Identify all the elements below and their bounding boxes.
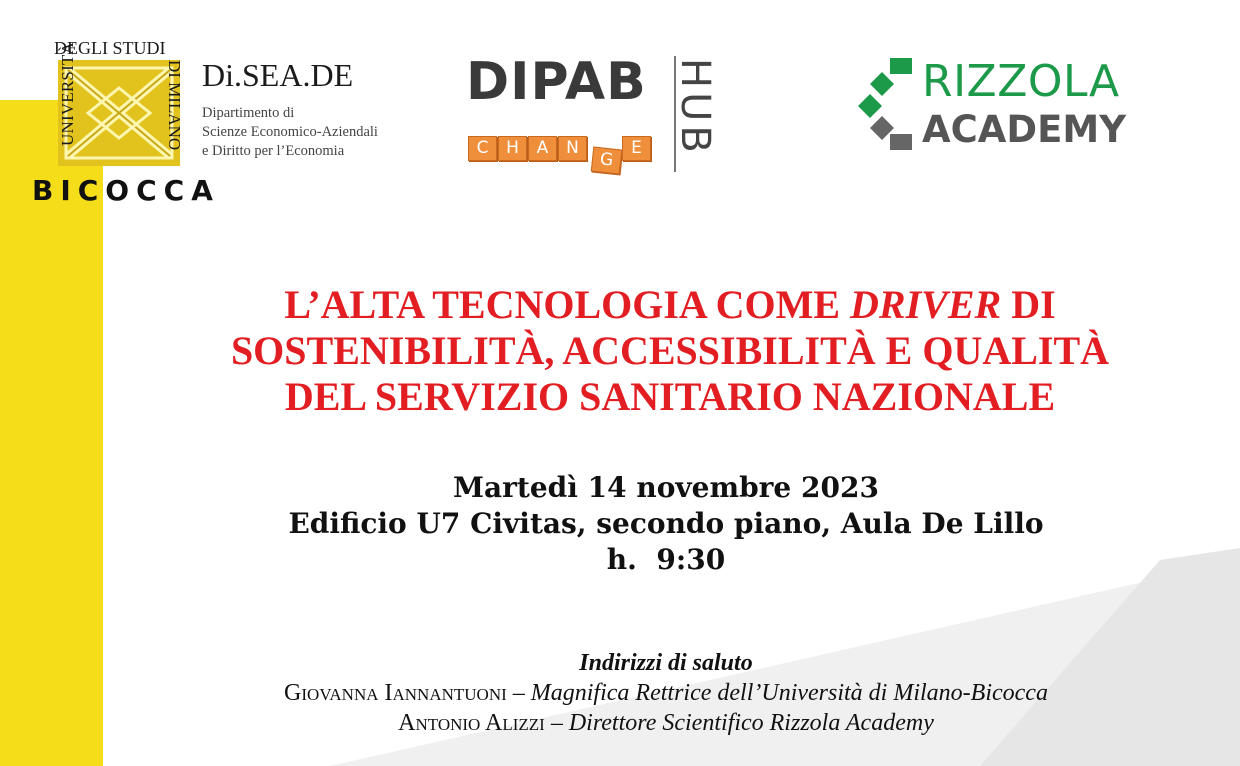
disea-name: Di.SEA.DE [202,57,354,93]
change-tile-n: N [558,136,587,161]
event-details [120,470,1212,578]
speaker-row: Antonio Alizzi – Direttore Scientifico Rizzola Academy [398,710,934,736]
change-tile-a: A [528,136,557,161]
event-place: Edificio U7 Civitas, secondo piano, Aula De Lillo [288,507,1044,540]
greetings-section [100,648,1232,738]
rizzola-name: RIZZOLA [922,56,1120,107]
change-tile-c-1: C [468,136,497,161]
title-line-1: L’ALTA TECNOLOGIA COME DRIVER DI [284,282,1056,327]
event-time: h. 9:30 [606,543,726,576]
bicocca-milano-text: DI MILANO [165,60,184,151]
disea-logo [202,58,378,161]
speaker-role: Direttore Scientifico Rizzola Academy [568,710,934,736]
dipab-word: DIPAB [466,52,647,112]
rizzola-mark-icon [858,56,918,156]
speaker-row: Giovanna Iannantuoni – Magnifica Rettrice dell’Università di Milano-Bicocca [284,680,1048,706]
disea-line-1: Dipartimento di [202,105,295,121]
dipab-hub-text: HUB [672,58,718,157]
title-line-3: DEL SERVIZIO SANITARIO NAZIONALE [284,374,1056,419]
change-tile-e: E [622,136,651,161]
change-tile-h: H [498,136,527,161]
bicocca-logo [30,36,220,207]
event-title [120,282,1220,420]
bicocca-name-text: BICOCCA [32,174,220,207]
bicocca-degli-studi-text: DEGLI STUDI [54,38,166,58]
disea-line-3: e Diritto per l’Economia [202,143,345,159]
speaker-role: Magnifica Rettrice dell’Università di Milano-Bicocca [530,680,1048,706]
speaker-name: Giovanna Iannantuoni [284,680,507,706]
title-italic-driver: DRIVER [850,282,1002,327]
dipab-hub-logo [466,52,736,182]
disea-line-2: Scienze Economico-Aziendali [202,124,378,140]
event-date: Martedì 14 novembre 2023 [453,471,879,504]
title-line-2: SOSTENIBILITÀ, ACCESSIBILITÀ E QUALITÀ [230,328,1110,373]
greetings-heading: Indirizzi di saluto [579,650,753,676]
change-tile-g: G [591,147,622,175]
bicocca-universita-text: UNIVERSITÀ [58,42,77,146]
rizzola-academy-text: ACADEMY [922,108,1127,151]
speaker-name: Antonio Alizzi [398,710,545,736]
